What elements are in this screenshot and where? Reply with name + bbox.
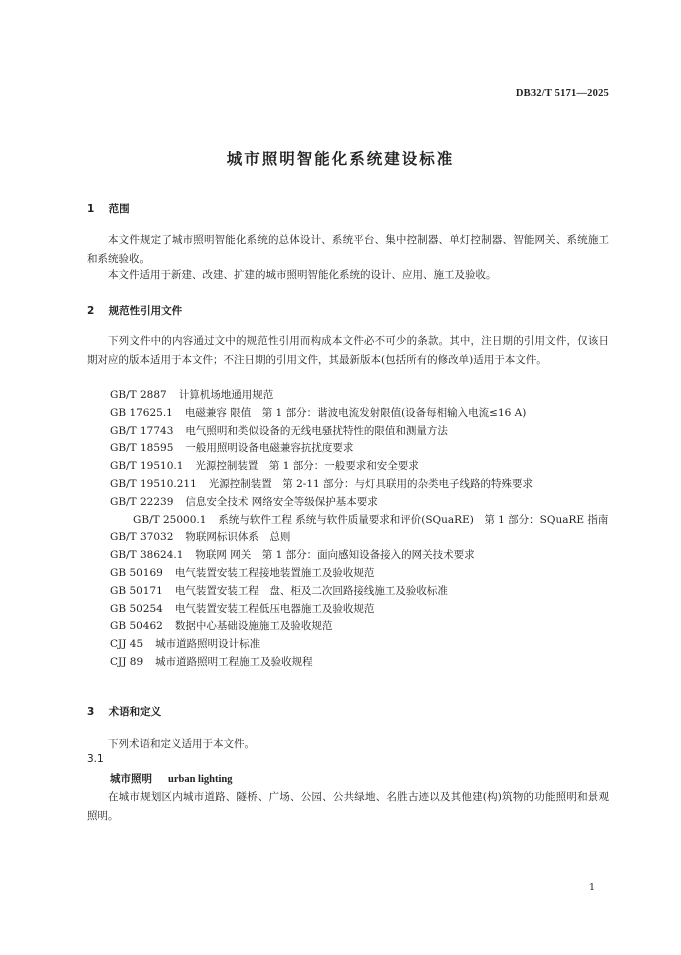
section-title: 规范性引用文件 — [108, 305, 183, 317]
reference-title: 系统与软件工程 系统与软件质量要求和评价(SQuaRE) 第 1 部分：SQuaRE 指南 — [218, 513, 609, 526]
reference-title: 计算机场地通用规范 — [178, 389, 274, 401]
reference-code: GB 50462 — [110, 620, 163, 633]
reference-item — [110, 405, 610, 423]
reference-code: GB/T 2887 — [110, 389, 167, 401]
reference-code: CJJ 89 — [110, 655, 144, 668]
section-heading-terms — [87, 704, 161, 719]
term-entry — [110, 771, 232, 786]
reference-title: 信息安全技术 网络安全等级保护基本要求 — [185, 495, 378, 508]
reference-item — [110, 529, 610, 547]
reference-item — [110, 494, 610, 512]
reference-item — [110, 387, 610, 405]
reference-item — [110, 601, 610, 619]
reference-item — [110, 565, 610, 583]
standard-number: DB32/T 5171—2025 — [515, 88, 609, 99]
reference-item — [110, 458, 610, 476]
reference-title: 电气照明和类似设备的无线电骚扰特性的限值和测量方法 — [185, 424, 448, 437]
reference-title: 城市道路照明工程施工及验收规程 — [155, 655, 313, 668]
reference-code: GB/T 38624.1 — [110, 549, 184, 562]
section-number: 1 — [87, 203, 95, 215]
reference-code: GB 50254 — [110, 602, 163, 615]
reference-item — [110, 440, 610, 458]
reference-item — [110, 618, 610, 636]
reference-code: GB/T 19510.211 — [110, 477, 197, 490]
reference-title: 物联网 网关 第 1 部分：面向感知设备接入的网关技术要求 — [195, 549, 475, 562]
scope-paragraph-1: 本文件规定了城市照明智能化系统的总体设计、系统平台、集中控制器、单灯控制器、智能网关、系统施工和系统验收。 — [87, 234, 609, 265]
term-english: urban lighting — [168, 774, 233, 785]
reference-title: 电气装置安装工程接地装置施工及验收规范 — [174, 566, 375, 579]
section-title: 术语和定义 — [108, 706, 162, 718]
reference-item — [110, 654, 610, 672]
reference-item — [110, 476, 610, 494]
reference-title: 电气装置安装工程 盘、柜及二次回路接线施工及验收标准 — [174, 584, 448, 597]
term-chinese: 城市照明 — [110, 773, 152, 785]
references-intro-paragraph: 下列文件中的内容通过文中的规范性引用而构成本文件必不可少的条款。其中，注日期的引用文件，仅该日期对应的版本适用于本文件；不注日期的引用文件，其最新版本(包括所有的修改单)适用于本文件。 — [87, 335, 609, 366]
reference-code: GB/T 18595 — [110, 442, 174, 455]
reference-item — [110, 636, 610, 654]
reference-list — [110, 387, 610, 672]
section-heading-normative-references — [87, 303, 182, 318]
reference-title: 一般用照明设备电磁兼容抗扰度要求 — [185, 442, 354, 455]
section-title: 范围 — [108, 203, 130, 215]
section-number: 2 — [87, 305, 95, 317]
reference-code: GB/T 17743 — [110, 424, 174, 437]
reference-code: CJJ 45 — [110, 638, 144, 651]
reference-code: GB/T 19510.1 — [110, 460, 184, 473]
reference-code: GB 50169 — [110, 566, 163, 579]
reference-item — [110, 547, 610, 565]
term-definition: 在城市规划区内城市道路、隧桥、广场、公园、公共绿地、名胜古迹以及其他建(构)筑物的功能照明和景观照明。 — [87, 791, 609, 822]
reference-title: 城市道路照明设计标准 — [155, 638, 261, 651]
reference-code: GB 50171 — [110, 584, 163, 597]
section-number: 3 — [87, 706, 95, 718]
page-number: 1 — [588, 882, 595, 893]
reference-item — [110, 583, 610, 601]
reference-title: 光源控制装置 第 2-11 部分：与灯具联用的杂类电子线路的特殊要求 — [208, 477, 534, 490]
section-heading-scope — [87, 201, 130, 216]
clause-number: 3.1 — [87, 753, 104, 765]
reference-code: GB/T 37032 — [110, 531, 174, 544]
reference-item — [110, 423, 610, 441]
reference-item — [87, 512, 610, 530]
reference-title: 物联网标识体系 总则 — [185, 531, 291, 544]
reference-title: 光源控制装置 第 1 部分：一般要求和安全要求 — [195, 460, 419, 473]
reference-title: 电气装置安装工程低压电器施工及验收规范 — [174, 602, 375, 615]
reference-code: GB 17625.1 — [110, 406, 173, 419]
document-title: 城市照明智能化系统建设标准 — [226, 150, 455, 168]
reference-code: GB/T 22239 — [110, 495, 174, 508]
terms-intro-paragraph: 下列术语和定义适用于本文件。 — [108, 738, 255, 750]
reference-title: 电磁兼容 限值 第 1 部分：谐波电流发射限值(设备每相输入电流≤16 A) — [184, 406, 527, 419]
reference-code: GB/T 25000.1 — [133, 513, 207, 526]
reference-title: 数据中心基础设施施工及验收规范 — [174, 620, 333, 633]
scope-paragraph-2: 本文件适用于新建、改建、扩建的城市照明智能化系统的设计、应用、施工及验收。 — [108, 269, 497, 281]
